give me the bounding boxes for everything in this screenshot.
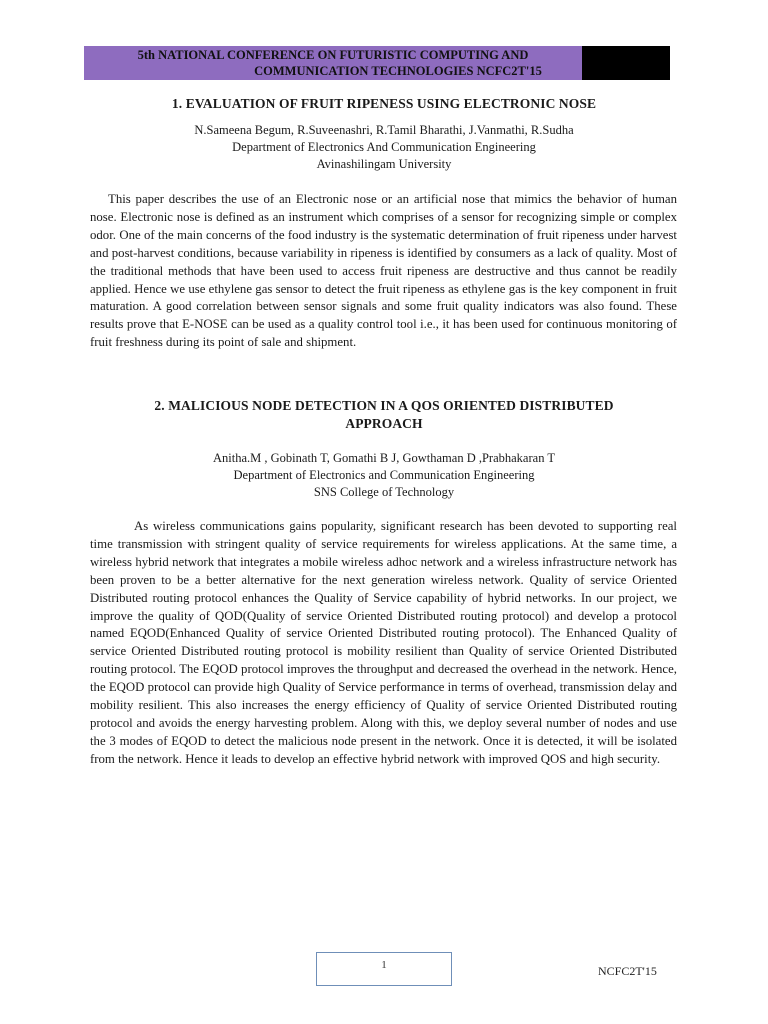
conference-header-band — [84, 46, 670, 80]
header-line-1: 5th NATIONAL CONFERENCE ON FUTURISTIC COMPUTING AND — [137, 48, 529, 62]
page-number-box — [316, 952, 452, 986]
paper1-title: 1. EVALUATION OF FRUIT RIPENESS USING ELECTRONIC NOSE — [171, 96, 597, 111]
paper2-abstract-text: As wireless communications gains popularity, significant research has been devoted to supporting real time transmission with stringent quality of service requirements for wireless applications. At the same time, a wireless hybrid network that integrates a mobile wireless adhoc network and a wireless infrastructure network has been proven to be a better alternative for the next generation wireless network. Quality of service Oriented Distributed routing protocol enhances the Quality of Service capability of hybrid networks. In our project, we improve the quality of QOD(Quality of service Oriented Distributed routing protocol) and develop a protocol named EQOD(Enhanced Quality of service Oriented Distributed routing protocol). The Enhanced Quality of service Oriented Distributed routing protocol is mobility resilient than Quality of service Oriented Distributed routing protocol. The EQOD protocol improves the throughput and decreased the overhead in the network. Hence, the EQOD protocol can provide high Quality of Service performance in terms of overhead, transmission delay and mobility resilient. This also increases the energy efficiency of Quality of service Oriented Distributed routing protocol and avoids the energy harvesting problem. Along with this, we deploy several number of nodes and use the 3 modes of EQOD to detect the malicious node present in the network. Once it is detected, it will be isolated from the network. Hence it leads to develop an effective hybrid network with improved QOS and high security. — [90, 519, 677, 766]
paper2-authors: Anitha.M , Gobinath T, Gomathi B J, Gowthaman D ,Prabhakaran T — [213, 451, 555, 465]
footer-conference-code: NCFC2T'15 — [598, 964, 657, 978]
paper2-institution: SNS College of Technology — [313, 485, 455, 499]
paper2-title-line-2: APPROACH — [345, 416, 423, 431]
paper1-abstract-text: This paper describes the use of an Electronic nose or an artificial nose that mimics the behavior of human nose. Electronic nose is defined as an instrument which comprises of a sensor for recognizing simple or complex odor. One of the main concerns of the food industry is the systematic determination of fruit ripeness under harvest and post-harvest conditions, because variability in ripeness is identified by consumers as a lack of quality. Most of the traditional methods that have been used to access fruit ripeness are destructive and thus cannot be readily applied. Hence we use ethylene gas sensor to detect the fruit ripeness as ethylene gas is the key component in fruit maturation. A good correlation between sensor signals and some fruit quality indicators was also found. These results prove that E-NOSE can be used as a quality control tool i.e., it has been used for continuous monitoring of fruit freshness during its point of sale and shipment. — [90, 192, 677, 350]
paper1-abstract — [90, 191, 677, 352]
paper1-department: Department of Electronics And Communication Engineering — [232, 140, 536, 154]
paper2-abstract — [90, 518, 677, 769]
paper2-title-line-1: 2. MALICIOUS NODE DETECTION IN A QOS ORIENTED DISTRIBUTED — [154, 398, 614, 413]
paper2-department: Department of Electronics and Communication Engineering — [233, 468, 535, 482]
conference-header-text — [84, 46, 582, 81]
page-number: 1 — [381, 959, 387, 971]
paper1-institution: Avinashilingam University — [316, 157, 452, 171]
header-line-2: COMMUNICATION TECHNOLOGIES NCFC2T'15 — [254, 64, 542, 78]
paper1-authors: N.Sameena Begum, R.Suveenashri, R.Tamil Bharathi, J.Vanmathi, R.Sudha — [194, 123, 574, 137]
